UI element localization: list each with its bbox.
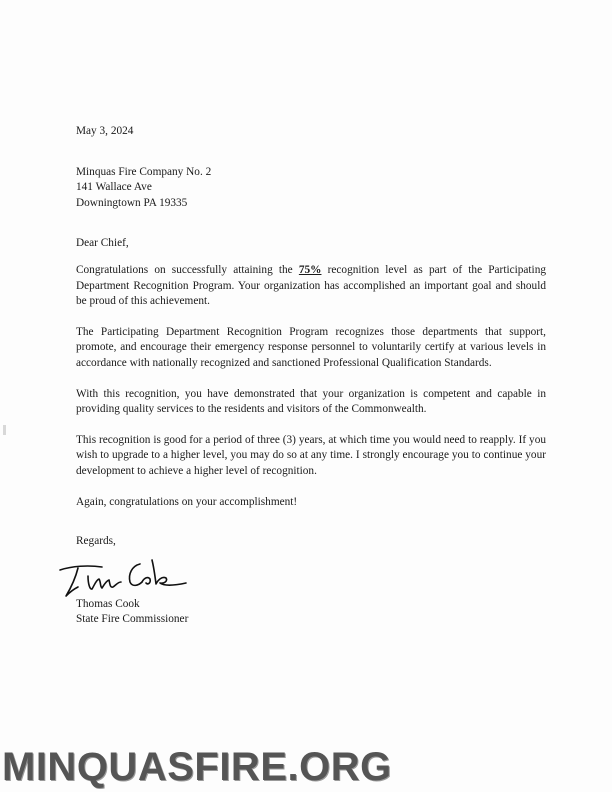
paragraph-demonstrated: With this recognition, you have demonstrated that your organization is competent and capable in providing quality services to the residents and visitors of the Commonwealth. [76, 387, 546, 416]
salutation: Dear Chief, [76, 237, 129, 250]
paragraph-congratulations-end: recognition level as part of the Participating Department Recognition Program. Your organization has accomplished an important goal and should be proud of this achievement. [76, 263, 546, 308]
signer-title: State Fire Commissioner [76, 613, 189, 625]
signer-name: Thomas Cook [76, 598, 140, 610]
recipient-city: Downingtown PA 19335 [76, 196, 188, 209]
recognition-level: 75% [298, 263, 322, 276]
paragraph-congratulations-start: Congratulations on successfully attaining the [76, 263, 299, 276]
paragraph-congratulations [76, 263, 546, 310]
paragraph-closing-congrats: Again, congratulations on your accomplishment! [76, 495, 298, 508]
recipient-address [76, 165, 546, 212]
paragraph-validity: This recognition is good for a period of three (3) years, at which time you would need to reapply. If you wish to upgrade to a higher level, you may do so at any time. I strongly encourage you to continue your development to achieve a higher level of recognition. [76, 433, 546, 477]
letter-body [76, 124, 546, 550]
closing-regards: Regards, [76, 535, 116, 548]
recipient-name: Minquas Fire Company No. 2 [76, 165, 212, 178]
site-watermark: MINQUASFIRE.ORG [2, 745, 392, 789]
handwritten-signature [58, 556, 198, 600]
letter-date: May 3, 2024 [76, 125, 134, 137]
recipient-street: 141 Wallace Ave [76, 181, 152, 194]
signer-block [76, 597, 188, 627]
paragraph-program-description: The Participating Department Recognition Program recognizes those departments that support, promote, and encourage their emergency response personnel to voluntarily certify at various levels in accordance with nationally recognized and sanctioned Professional Qualification Standards. [76, 325, 546, 369]
scan-edge-mark [3, 425, 6, 435]
